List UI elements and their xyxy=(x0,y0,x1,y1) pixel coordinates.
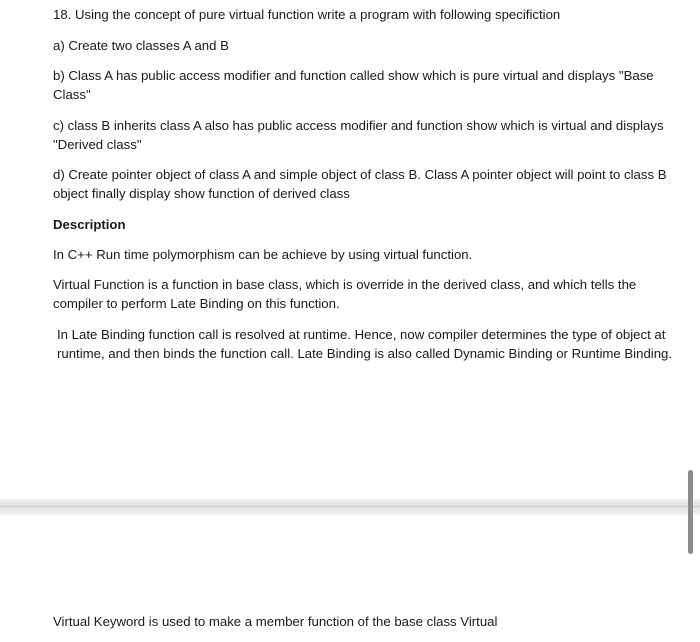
part-d-text: d) Create pointer object of class A and simple object of class B. Class A pointer object will point to class B object finally display show function of derived class xyxy=(53,167,667,201)
page-divider xyxy=(0,499,700,515)
part-a-text: a) Create two classes A and B xyxy=(53,38,229,53)
part-c-text: c) class B inherits class A also has public access modifier and function show which is virtual and displays "Derived class" xyxy=(53,118,664,152)
bottom-note-text: Virtual Keyword is used to make a member function of the base class Virtual xyxy=(53,614,498,629)
page-divider-line xyxy=(0,506,700,507)
description-paragraph-2: Virtual Function is a function in base class, which is override in the derived class, and which tells the compiler to perform Late Binding on this function. xyxy=(53,277,637,311)
description-paragraph-3: In Late Binding function call is resolved at runtime. Hence, now compiler determines the type of object at runtime, and then binds the function call. Late Binding is also called Dynamic Binding or Runtime Binding. xyxy=(57,327,673,361)
part-b-text: b) Class A has public access modifier and function called show which is pure virtual and displays "Base Class" xyxy=(53,68,654,102)
description-paragraph-1: In C++ Run time polymorphism can be achieve by using virtual function. xyxy=(53,247,473,262)
description-heading: Description xyxy=(53,217,126,232)
scrollbar-thumb[interactable] xyxy=(688,470,693,554)
question-heading: 18. Using the concept of pure virtual function write a program with following specifiction xyxy=(53,7,561,22)
